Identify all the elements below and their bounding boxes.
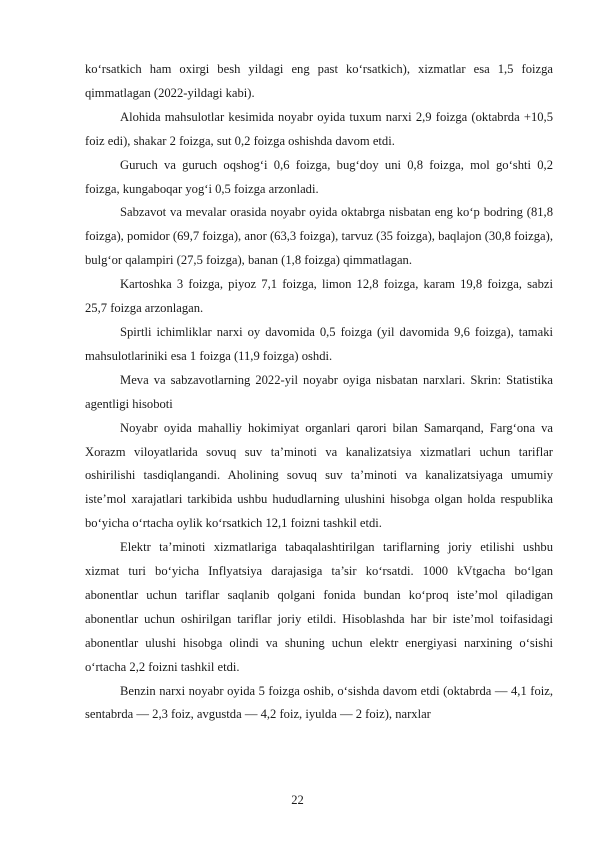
paragraph-price-decreases: Guruch va guruch oqshog‘i 0,6 foizga, bug‘doy uni 0,8 foizga, mol go‘shti 0,2 foizga, kungaboqar yog‘i 0,5 foizga arzonladi. xyxy=(85,157,553,196)
document-page xyxy=(85,58,553,727)
page-number: 22 xyxy=(291,793,304,807)
paragraph-electricity-tariffs: Elektr ta’minoti xizmatlariga tabaqalashtirilgan tariflarning joriy etilishi ushbu xizmat turi bo‘yicha Inflyatsiya darajasiga ta’sir ko‘rsatdi. 1000 kVtgacha bo‘lgan abonentlar uchun tariflar saqlanib qolgani fonida bundan ko‘proq iste’mol qiladigan abonentlar uchun oshirilgan tariflar joriy etildi. Hisoblashda har bir iste’mol toifasidagi abonentlar ulushi hisobga olindi va shuning uchun elektr energiyasi narxining o‘sishi o‘rtacha 2,2 foizni tashkil etdi. xyxy=(85,540,553,674)
paragraph-fuel-prices: Benzin narxi noyabr oyida 5 foizga oshib, o‘sishda davom etdi (oktabrda — 4,1 foiz, sentabrda — 2,3 foiz, avgustda — 4,2 foiz, iyulda — 2 foiz), narxlar xyxy=(85,683,553,722)
paragraph-cheaper-produce: Kartoshka 3 foizga, piyoz 7,1 foizga, limon 12,8 foizga, karam 19,8 foizga, sabzi 25,7 foizga arzonlagan. xyxy=(85,277,553,316)
paragraph-continuation: ko‘rsatkich ham oxirgi besh yildagi eng past ko‘rsatkich), xizmatlar esa 1,5 foizga qimmatlagan (2022-yildagi kabi). xyxy=(85,62,553,100)
paragraph-alcohol-tobacco: Spirtli ichimliklar narxi oy davomida 0,5 foizga (yil davomida 9,6 foizga), tamaki mahsulotlariniki esa 1 foizga (11,9 foizga) oshdi. xyxy=(85,324,553,363)
paragraph-screenshot-caption: Meva va sabzavotlarning 2022-yil noyabr oyiga nisbatan narxlari. Skrin: Statistika agentligi hisoboti xyxy=(85,372,553,411)
paragraph-individual-products: Alohida mahsulotlar kesimida noyabr oyida tuxum narxi 2,9 foizga (oktabrda +10,5 foiz edi), shakar 2 foizga, sut 0,2 foizga oshishda davom etdi. xyxy=(85,109,553,148)
paragraph-vegetables-fruits: Sabzavot va mevalar orasida noyabr oyida oktabrga nisbatan eng ko‘p bodring (81,8 foizga), pomidor (69,7 foizga), anor (63,3 foizga), tarvuz (35 foizga), baqlajon (30,8 foizga), bulg‘or qalampiri (27,5 foizga), banan (1,8 foizga) qimmatlagan. xyxy=(85,205,553,268)
paragraph-water-tariffs: Noyabr oyida mahalliy hokimiyat organlari qarori bilan Samarqand, Farg‘ona va Xorazm viloyatlarida sovuq suv ta’minoti va kanalizatsiya xizmatlari uchun tariflar oshirilishi tasdiqlangandi. Aholining sovuq suv ta’minoti va kanalizatsiyaga umumiy iste’mol xarajatlari tarkibida ushbu hududlarning ulushini hisobga olgan holda respublika bo‘yicha o‘rtacha oylik ko‘rsatkich 12,1 foizni tashkil etdi. xyxy=(85,420,553,531)
